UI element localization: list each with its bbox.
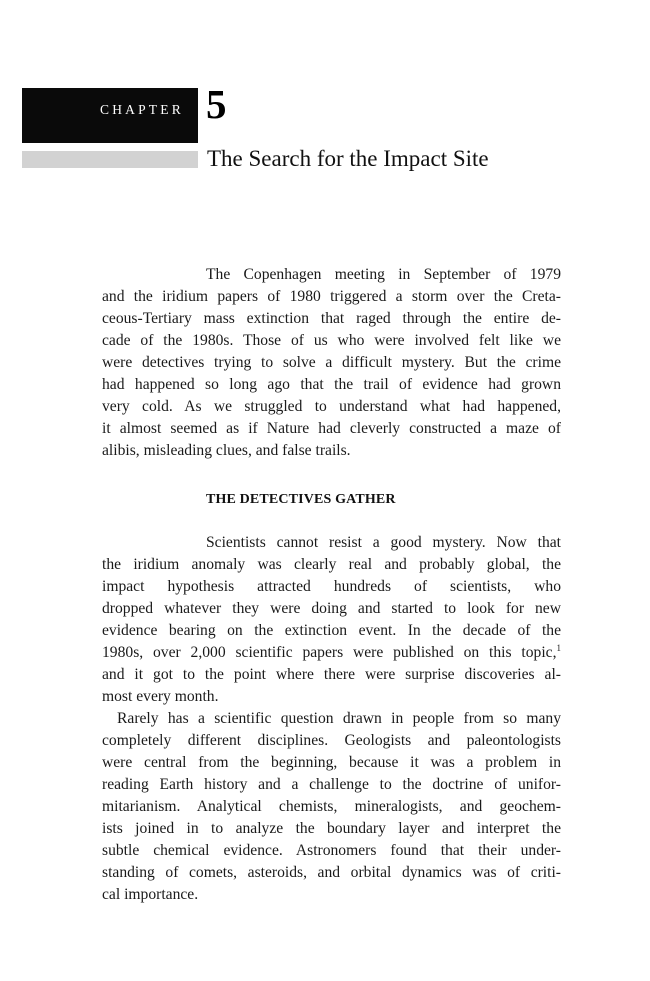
text-line: and the iridium papers of 1980 triggered a storm over the Creta-	[102, 288, 561, 305]
text-line: impact hypothesis attracted hundreds of scientists, who	[102, 578, 561, 595]
text-line: cal importance.	[102, 886, 199, 903]
text-line: subtle chemical evidence. Astronomers found that their under-	[102, 842, 561, 859]
text-line: standing of comets, asteroids, and orbital dynamics was of criti-	[102, 864, 561, 881]
text-line: Scientists cannot resist a good mystery. Now that	[206, 534, 561, 551]
text-line: ceous-Tertiary mass extinction that raged through the entire de-	[102, 310, 561, 327]
text-line: were detectives trying to solve a difficult mystery. But the crime	[102, 354, 561, 371]
text-line: it almost seemed as if Nature had cleverly constructed a maze of	[102, 420, 561, 437]
text-line: the iridium anomaly was clearly real and probably global, the	[102, 556, 561, 573]
text-line: mitarianism. Analytical chemists, mineralogists, and geochem-	[102, 798, 561, 815]
chapter-title-bar	[22, 151, 198, 168]
text-line: were central from the beginning, because it was a problem in	[102, 754, 561, 771]
text-line: most every month.	[102, 688, 219, 705]
text-line: completely different disciplines. Geologists and paleontologists	[102, 732, 561, 749]
chapter-number: 5	[206, 81, 227, 127]
footnote-reference[interactable]: 1	[556, 643, 561, 653]
section-heading: THE DETECTIVES GATHER	[206, 492, 396, 507]
chapter-title: The Search for the Impact Site	[207, 146, 489, 171]
text-line: reading Earth history and a challenge to the doctrine of unifor-	[102, 776, 561, 793]
text-line: alibis, misleading clues, and false trails.	[102, 442, 351, 459]
text-line: cade of the 1980s. Those of us who were involved felt like we	[102, 332, 561, 349]
text-line: evidence bearing on the extinction event. In the decade of the	[102, 622, 561, 639]
chapter-label: CHAPTER	[100, 102, 184, 117]
text-line: ists joined in to analyze the boundary layer and interpret the	[102, 820, 561, 837]
text-line: 1980s, over 2,000 scientific papers were published on this topic,	[102, 644, 557, 661]
text-line: Rarely has a scientific question drawn in people from so many	[117, 710, 561, 727]
text-line: The Copenhagen meeting in September of 1979	[206, 266, 561, 283]
text-line: had happened so long ago that the trail of evidence had grown	[102, 376, 561, 393]
text-line: very cold. As we struggled to understand what had happened,	[102, 398, 561, 415]
text-line: dropped whatever they were doing and started to look for new	[102, 600, 561, 617]
text-line: and it got to the point where there were surprise discoveries al-	[102, 666, 561, 683]
text-line-with-footnote	[102, 642, 561, 664]
